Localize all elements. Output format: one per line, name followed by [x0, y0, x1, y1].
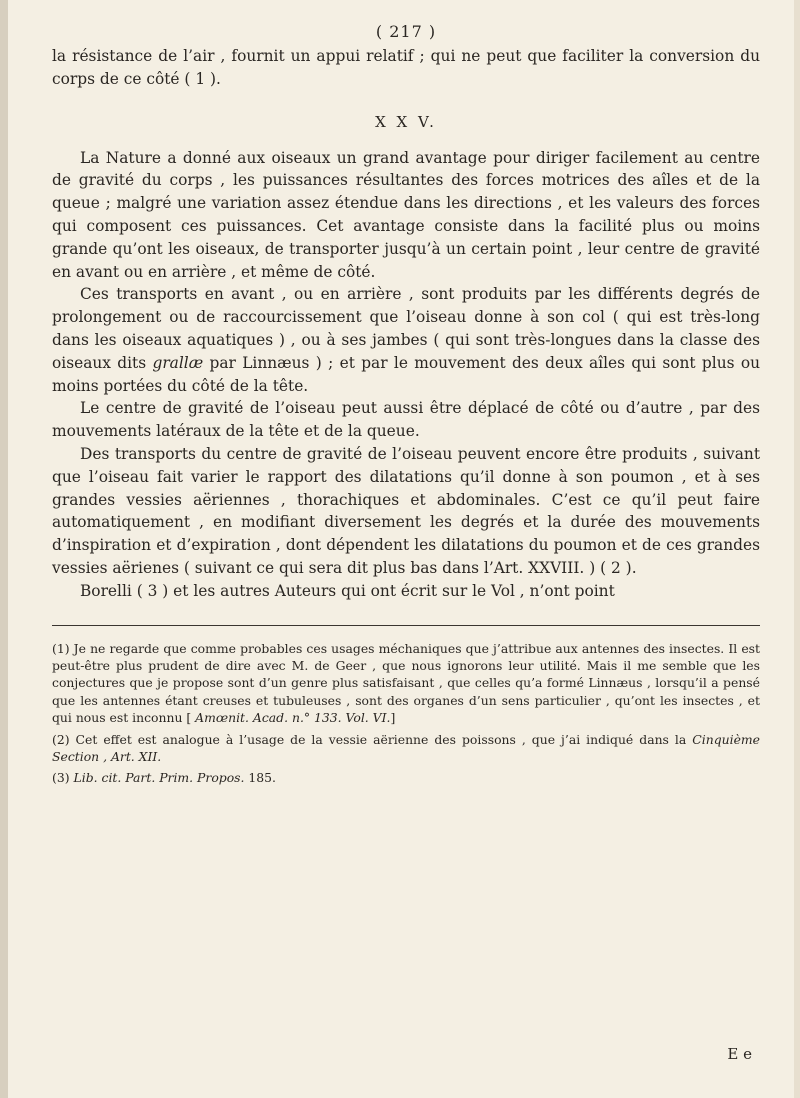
paragraph-3: Le centre de gravité de l’oiseau peut aussi être déplacé de côté ou d’autre , par des mouvements latéraux de la tête et de la queue.	[52, 399, 760, 441]
catchword: E e	[727, 1045, 752, 1063]
page-edge-shadow	[0, 0, 8, 1098]
footnote-1-text: (1) Je ne regarde que comme probables ces usages méchaniques que j’attribue aux antennes des insectes. Il est peut-être plus prudent de dire avec M. de Geer , que nous ignorons leur utilité. Mais il me semble que les conjectures que je propose sont d’un genre plus satisfaisant , que celles qu’a formé Linnæus , lorsqu’il a pensé que les antennes étant creuses et tubuleuses , sont des organes d’un sens particulier , qu’ont les insectes , et qui nous est inconnu [	[52, 640, 760, 726]
section-heading: X X V.	[375, 112, 437, 131]
paragraph-2-italic: grallæ	[152, 353, 204, 372]
footnote-3-text: (3)	[52, 770, 74, 786]
intro-paragraph: la résistance de l’air , fournit un appui relatif ; qui ne peut que faciliter la conversion du corps de ce côté ( 1 ).	[52, 47, 760, 88]
paragraph-5: Borelli ( 3 ) et les autres Auteurs qui ont écrit sur le Vol , n’ont point	[80, 581, 615, 600]
paragraph-2	[52, 283, 760, 397]
footnote-2	[52, 731, 760, 766]
page-edge-right	[794, 0, 800, 1098]
footnote-3	[52, 769, 760, 786]
page-number: ( 217 )	[375, 22, 437, 41]
paragraph-1: La Nature a donné aux oiseaux un grand avantage pour diriger facilement au centre de gravité du corps , les puissances résultantes des forces motrices des aîles et de la queue ; malgré une variation assez étendue dans les directions , et les valeurs des forces qui composent ces puissances. Cet avantage consiste dans la facilité plus ou moins grande qu’ont les oiseaux, de transporter jusqu’à un certain point , leur centre de gravité en avant ou en arrière , et même de côté.	[52, 148, 760, 281]
footnote-2-text: (2) Cet effet est analogue à l’usage de la vessie aërienne des poissons , que j’ai indiqué dans la	[52, 731, 693, 747]
paragraph-2-text-a: Ces transports en avant , ou en arrière , sont produits par les différents degrés de prolongement ou de raccourcissement que l’oiseau donne à son col ( qui est très-long dans les oiseaux aquatiques ) , ou à ses jambes ( qui sont très-longues dans la classe des oiseaux dits	[52, 285, 760, 372]
footnote-divider	[52, 625, 760, 626]
footnote-1	[52, 640, 760, 727]
paragraph-4: Des transports du centre de gravité de l’oiseau peuvent encore être produits , suivant que l’oiseau fait varier le rapport des dilatations qu’il donne à son poumon , et à ses grandes vessies aëriennes , thorachiques et abdominales. C’est ce qu’il peut faire automatiquement , en modifiant diversement les degrés et la durée des mouvements d’inspiration et d’expiration , dont dépendent les dilatations du poumon et de ces grandes vessies aërienes ( suivant ce qui sera dit plus bas dans l’Art. XXVIII. ) ( 2 ).	[52, 444, 760, 577]
footnote-1-citation: Amœnit. Acad. n.° 133. Vol. VI.	[195, 710, 391, 726]
footnote-2-citation: Cinquième Section , Art. XII.	[52, 731, 760, 764]
footnote-3-tail: 185.	[244, 770, 276, 786]
paragraph-2-text-b: par Linnæus ) ; et par le mouvement des deux aîles qui sont plus ou moins portées du côté de la tête.	[52, 353, 761, 395]
document-page	[52, 22, 760, 787]
footnote-1-tail: ]	[390, 710, 396, 726]
footnote-3-citation: Lib. cit. Part. Prim. Propos.	[73, 770, 245, 786]
